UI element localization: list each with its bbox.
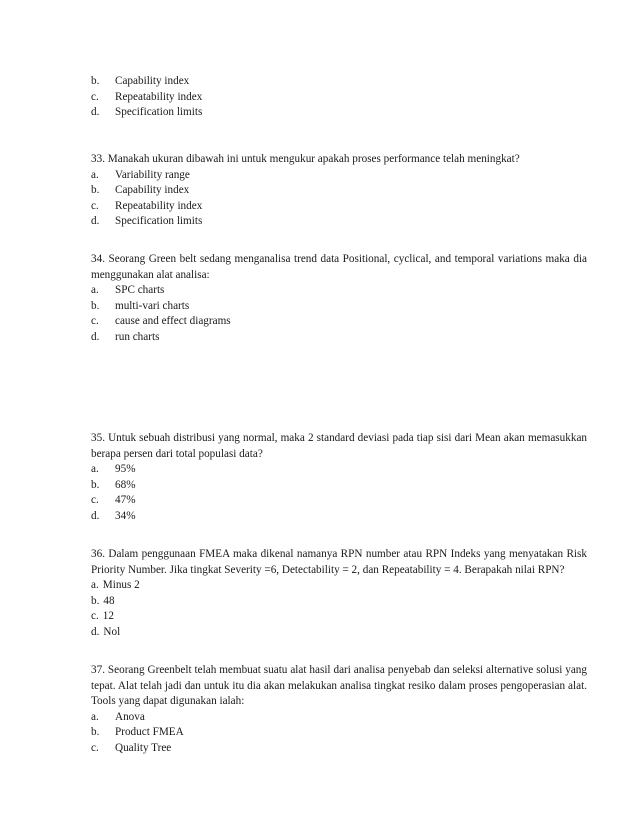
question-options [91,168,587,230]
option-text: Capability index [115,184,190,197]
option-text: 68% [115,478,136,491]
option-a [91,462,587,478]
option-text: 12 [102,610,114,623]
option-a [91,578,587,594]
option-a [91,710,587,726]
option-text: 47% [115,494,136,507]
option-b [91,74,587,90]
option-text: Quality Tree [115,741,172,754]
option-b [91,594,587,610]
option-letter: d. [91,509,100,522]
option-letter: b. [91,726,100,739]
option-letter: a. [91,579,99,592]
option-b [91,183,587,199]
option-letter: d. [91,330,100,343]
option-b [91,725,587,741]
option-text: Capability index [115,75,190,87]
option-letter: d. [91,106,100,119]
option-text: Product FMEA [115,726,184,739]
option-d [91,214,587,230]
option-letter: d. [91,625,100,638]
option-b [91,299,587,315]
option-text: multi-vari charts [115,299,190,312]
option-c [91,493,587,509]
question-text: 36. Dalam penggunaan FMEA maka dikenal namanya RPN number atau RPN Indeks yang menyatakan Risk Priority Number. Jika tingkat Severity =6, Detectability = 2, dan Repeatability = 4. Berapakah nilai RPN? [91,548,587,576]
option-a [91,283,587,299]
option-c [91,199,587,215]
option-letter: c. [91,610,99,623]
question-37 [91,663,587,757]
option-c [91,741,587,757]
option-text: Repeatability index [115,90,203,103]
option-letter: c. [91,90,99,103]
question-33 [91,152,587,230]
option-d [91,330,587,346]
option-c [91,314,587,330]
question-text: 34. Seorang Green belt sedang menganalisa trend data Positional, cyclical, and temporal variations maka dia menggunakan alat analisa: [91,253,587,281]
option-text: Minus 2 [102,579,140,592]
option-letter: c. [91,199,99,212]
option-letter: a. [91,284,99,297]
option-a [91,168,587,184]
option-letter: d. [91,215,100,228]
question-options [91,710,587,757]
option-text: SPC charts [115,284,165,297]
option-letter: c. [91,494,99,507]
top-options [91,74,587,121]
option-text: Anova [115,710,145,723]
option-c [91,609,587,625]
option-d [91,105,587,121]
option-text: 34% [115,509,136,522]
question-text: 33. Manakah ukuran dibawah ini untuk mengukur apakah proses performance telah meningkat? [91,153,520,165]
option-letter: a. [91,168,99,181]
question-text: 37. Seorang Greenbelt telah membuat suatu alat hasil dari analisa penyebab dan seleksi alternative solusi yang tepat. Alat telah jadi dan untuk itu dia akan melakukan analisa tingkat resiko dalam proses pengoperasian alat. Tools yang dapat digunakan ialah: [91,664,587,708]
option-letter: a. [91,463,99,476]
option-text: Repeatability index [115,199,203,212]
option-letter: b. [91,299,100,312]
question-options [91,283,587,345]
question-text: 35. Untuk sebuah distribusi yang normal, maka 2 standard deviasi pada tiap sisi dari Mean akan memasukkan berapa persen dari total populasi data? [91,432,587,460]
option-letter: b. [91,184,100,197]
question-options [91,462,587,524]
option-letter: c. [91,315,99,328]
top-options-block [91,74,587,121]
option-letter: c. [91,741,99,754]
question-34 [91,252,587,346]
option-letter: a. [91,710,99,723]
option-text: cause and effect diagrams [115,315,231,328]
option-d [91,625,587,641]
option-text: run charts [115,330,160,343]
option-text: 48 [103,594,115,607]
option-b [91,478,587,494]
option-text: Variability range [115,168,190,181]
question-36 [91,547,587,641]
option-letter: b. [91,478,100,491]
question-35 [91,431,587,525]
option-text: Specification limits [115,106,203,119]
option-text: Specification limits [115,215,203,228]
question-options [91,578,587,640]
option-letter: b. [91,75,100,87]
option-letter: b. [91,594,100,607]
option-d [91,509,587,525]
option-text: 95% [115,463,136,476]
option-c [91,90,587,106]
option-text: Nol [103,625,121,638]
